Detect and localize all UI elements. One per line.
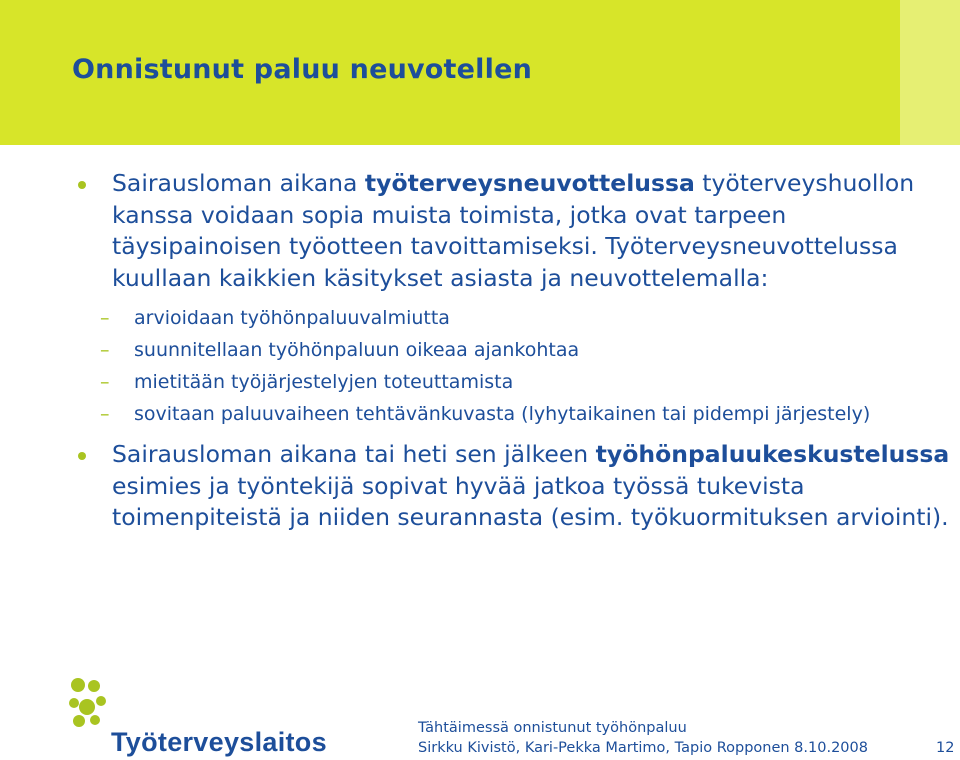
sub-item-text: suunnitellaan työhönpaluun oikeaa ajankohtaa: [134, 339, 580, 361]
dash-icon: –: [100, 371, 110, 393]
sub-item: [78, 302, 953, 334]
bullet-item: [78, 168, 953, 294]
logo-text: Työterveyslaitos: [111, 727, 327, 757]
dash-icon: –: [100, 339, 110, 361]
sub-item: [78, 401, 953, 427]
slide-title: Onnistunut paluu neuvotellen: [72, 54, 533, 85]
sub-item: [78, 334, 953, 366]
bullet-text-post: työterveyshuollon kanssa voidaan sopia muista toimista, jotka ovat tarpeen täysipainoisen työotteen tavoittamiseksi. Työterveysneuvottelussa kuullaan kaikkien käsitykset asiasta ja neuvottelemalla:: [112, 169, 915, 292]
sub-list: [78, 302, 953, 427]
dash-icon: –: [100, 307, 110, 329]
bullet-text-pre: Sairausloman aikana: [112, 169, 365, 197]
bullet-text-bold: työterveysneuvottelussa: [364, 169, 695, 197]
footer-title: Tähtäimessä onnistunut työhönpaluu: [418, 720, 687, 736]
page-number: 12: [936, 740, 955, 756]
bullet-text-bold: työhönpaluukeskustelussa: [595, 440, 950, 468]
bullet-dot-icon: [78, 181, 86, 189]
title-band-accent: [900, 0, 960, 145]
sub-item-text: mietitään työjärjestelyjen toteuttamista: [134, 371, 514, 393]
footer-authors: Sirkku Kivistö, Kari-Pekka Martimo, Tapio Ropponen 8.10.2008: [418, 740, 868, 756]
bullet-text-post: esimies ja työntekijä sopivat hyvää jatkoa työssä tukevista toimenpiteistä ja niiden seurannasta (esim. työkuormituksen arviointi).: [112, 471, 949, 531]
sub-item-text: sovitaan paluuvaiheen tehtävänkuvasta (lyhytaikainen tai pidempi järjestely): [134, 403, 871, 425]
dash-icon: –: [100, 403, 110, 425]
bullet-text-pre: Sairausloman aikana tai heti sen jälkeen: [112, 440, 596, 468]
bullet-dot-icon: [78, 452, 86, 460]
sub-item-text: arvioidaan työhönpaluuvalmiutta: [134, 307, 450, 329]
sub-item: [78, 366, 953, 398]
bullet-item: [78, 439, 953, 534]
slide-content: [78, 168, 953, 534]
